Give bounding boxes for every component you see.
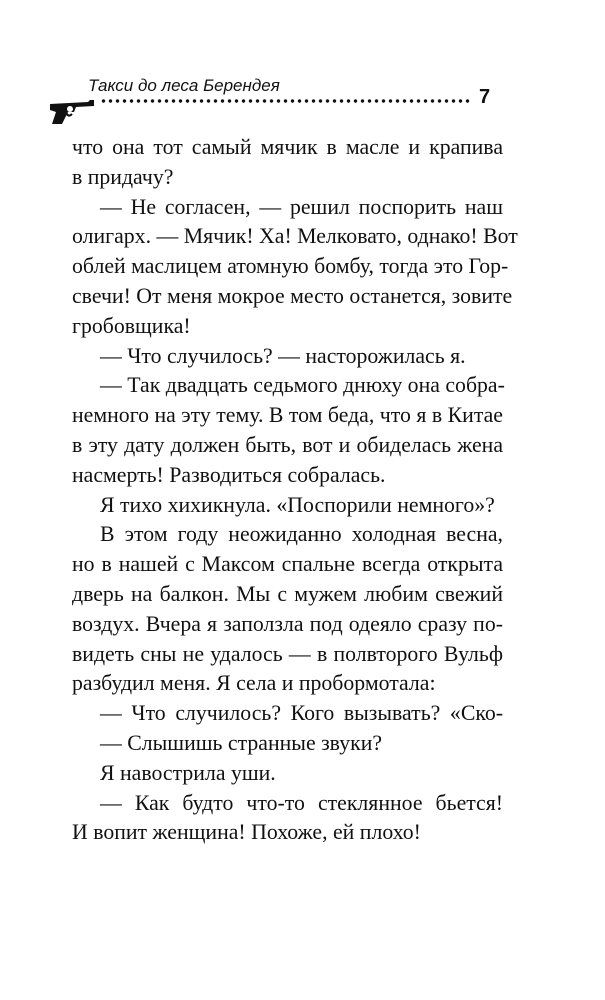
body-text [72, 133, 518, 848]
text-line: — Слышишь странные звуки? [100, 730, 383, 755]
text-line: немного на эту тему. В том беда, что я в Китае [72, 403, 503, 428]
text-line: свечи! От меня мокрое место останется, зовите [72, 283, 513, 308]
running-title: Такси до леса Берендея [88, 76, 280, 95]
text-line: — Что случилось? Кого вызывать? «Ско- [100, 701, 503, 726]
text-line: И вопит женщина! Похоже, ей плохо! [72, 820, 421, 845]
text-line: видеть сны не удалось — в полвторого Вульф [72, 641, 503, 666]
text-line: облей маслицем атомную бомбу, тогда это Гор- [72, 254, 509, 279]
text-line: в эту дату должен быть, вот и обиделась жена [72, 432, 503, 457]
text-line: что она тот самый мячик в масле и крапива [72, 135, 503, 159]
text-line: дверь на балкон. Мы с мужем любим свежий [72, 581, 503, 606]
text-line: олигарх. — Мячик! Ха! Мелковато, однако! Вот [72, 224, 518, 249]
text-line: насмерть! Разводиться собралась. [72, 462, 386, 487]
text-line: Я тихо хихикнула. «Поспорили немного»? [100, 492, 495, 517]
text-line: в придачу? [72, 164, 174, 189]
page-header [0, 0, 605, 130]
text-line: — Как будто что-то стеклянное бьется! [100, 790, 503, 815]
text-line: гробовщика! [72, 313, 191, 338]
text-line: — Так двадцать седьмого днюху она собра- [100, 373, 505, 398]
text-line: В этом году неожиданно холодная весна, [100, 522, 503, 547]
revolver-icon [48, 98, 98, 126]
text-line: но в нашей с Максом спальне всегда открыта [72, 552, 503, 577]
text-line: — Что случилось? — насторожилась я. [100, 343, 466, 368]
text-line: разбудил меня. Я села и пробормотала: [72, 671, 436, 696]
page-number: 7 [479, 86, 491, 108]
dotted-leader-rule [100, 98, 472, 104]
text-line: воздух. Вчера я заползла под одеяло сразу по- [72, 611, 503, 636]
text-line: — Не согласен, — решил поспорить наш [100, 194, 503, 219]
text-line: Я навострила уши. [100, 760, 276, 785]
